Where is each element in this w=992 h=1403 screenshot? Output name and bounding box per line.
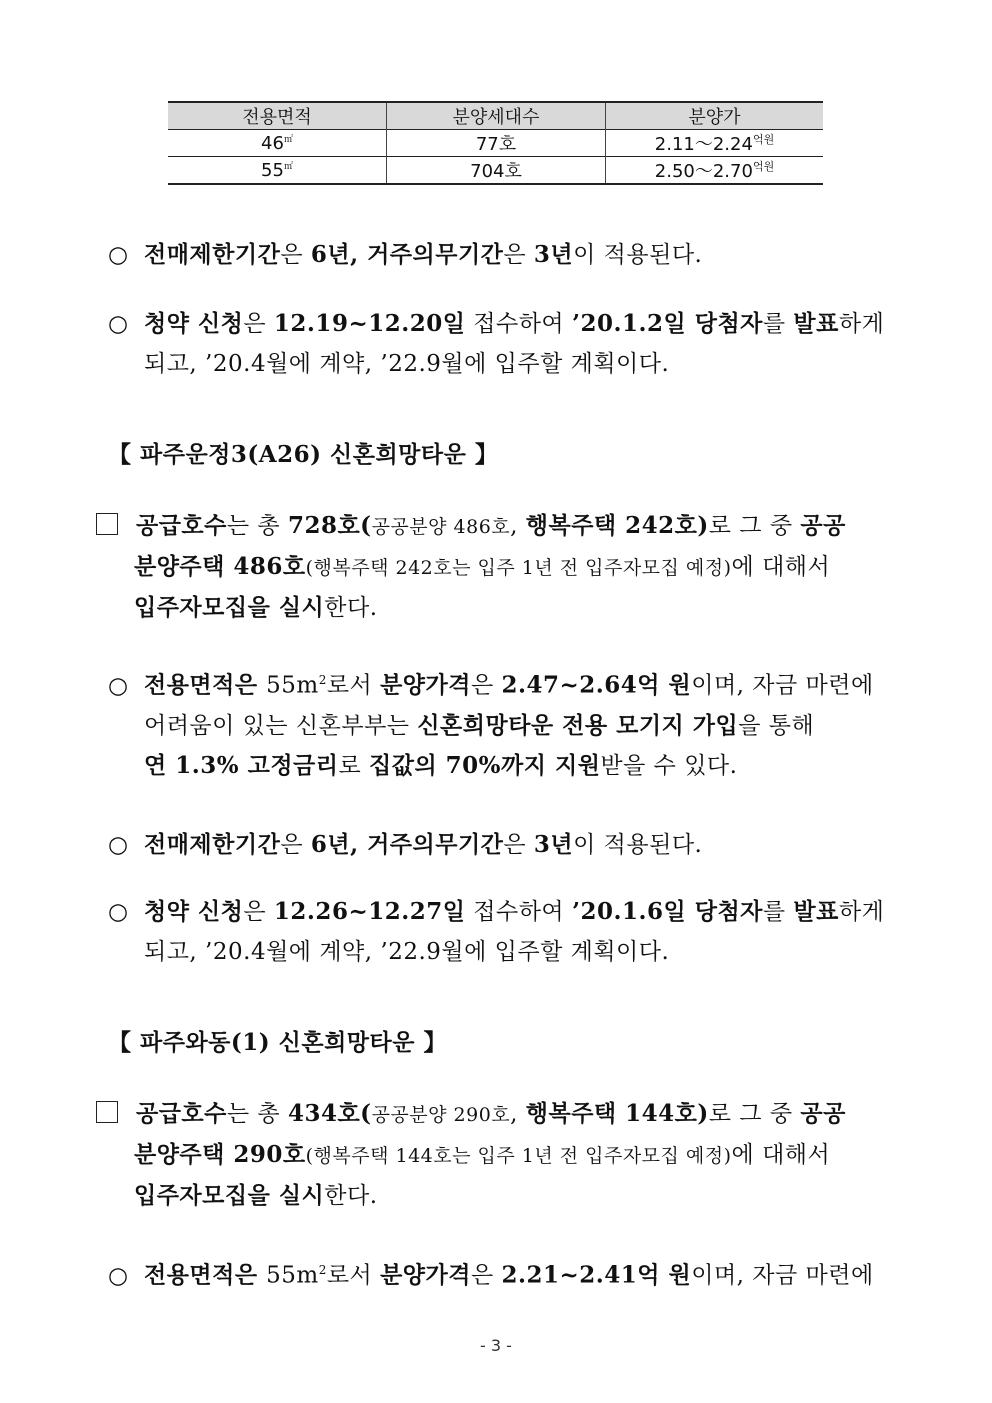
supply-paragraph: 공급호수는 총 434호(공공분양 290호, 행복주택 144호)로 그 중 공공 분양주택 290호(행복주택 144호는 입주 1년 전 입주자모집 예정)에 대해서 입주자모집을 실시한다. — [96, 1094, 846, 1216]
header-area: 전용면적 — [242, 107, 312, 128]
resale-restriction-paragraph: ○ 전매제한기간은 6년, 거주의무기간은 3년이 적용된다. — [108, 831, 703, 858]
table-row — [168, 157, 823, 185]
section-heading: 【 파주와동(1) 신혼희망타운 】 — [108, 1029, 447, 1056]
cell-area: 55㎡ — [261, 160, 293, 181]
header-units: 분양세대수 — [387, 102, 606, 130]
price-paragraph: ○ 전용면적은 $55m^2$로서 분양가격은 2.47~2.64억 원이며, 자금 마련에 어려움이 있는 신혼부부는 신혼희망타운 전용 모기지 가입을 통해 연 1.3% 고정금리로 집값의 70%까지 지원받을 수 있다. — [108, 671, 874, 779]
table-header-row — [168, 102, 823, 130]
section-heading: 【 파주운정3(A26) 신혼희망타운 】 — [108, 441, 499, 468]
resale-restriction-paragraph: ○ 전매제한기간은 6년, 거주의무기간은 3년이 적용된다. — [108, 241, 703, 268]
price-paragraph: ○ 전용면적은 $55m^2$로서 분양가격은 2.21~2.41억 원이며, 자금 마련에 — [108, 1261, 874, 1289]
supply-paragraph: 공급호수는 총 728호(공공분양 486호, 행복주택 242호)로 그 중 공공 분양주택 486호(행복주택 242호는 입주 1년 전 입주자모집 예정)에 대해서 입주자모집을 실시한다. — [96, 506, 846, 628]
cell-area: 46㎡ — [261, 133, 293, 154]
checkbox-square-icon — [96, 1101, 118, 1123]
cell-price: $2.11\sim 2.24^{억원}$ — [606, 130, 824, 157]
table-row — [168, 130, 823, 157]
checkbox-square-icon — [96, 513, 118, 535]
price-table — [168, 101, 823, 185]
subscription-paragraph: ○ 청약 신청은 12.26~12.27일 접수하여 ’20.1.6일 당첨자를 발표하게 되고, ’20.4월에 계약, ’22.9월에 입주할 계획이다. — [108, 898, 885, 965]
header-price: 분양가 — [606, 102, 824, 130]
page-number: - 3 - — [480, 1336, 512, 1355]
cell-units: 77호 — [387, 130, 606, 157]
cell-price: $2.50\sim 2.70^{억원}$ — [606, 157, 824, 185]
subscription-paragraph: ○ 청약 신청은 12.19~12.20일 접수하여 ’20.1.2일 당첨자를 발표하게 되고, ’20.4월에 계약, ’22.9월에 입주할 계획이다. — [108, 310, 885, 377]
cell-units: 704호 — [387, 157, 606, 185]
